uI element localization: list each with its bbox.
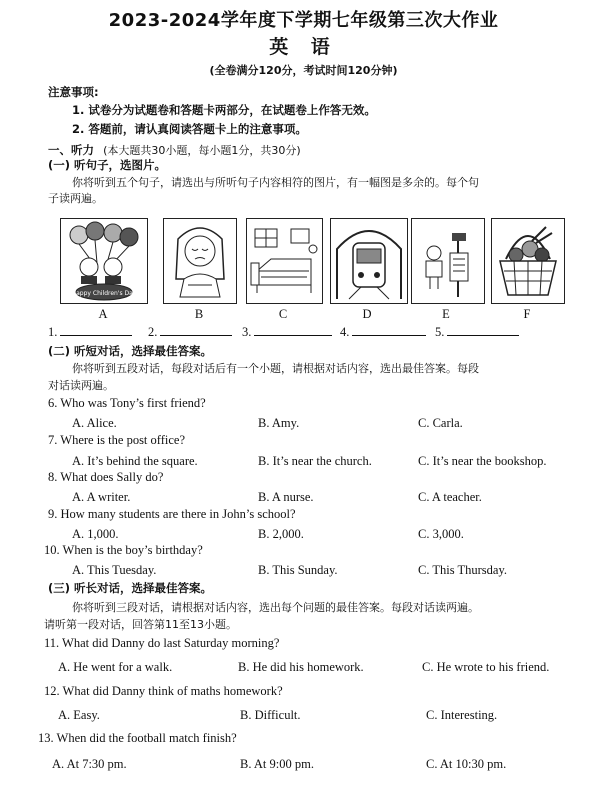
answer-blank-3[interactable]: 3. [242,325,332,340]
train-icon [331,219,407,303]
sad-girl-icon [164,219,236,303]
picture-label-e: E [442,307,450,321]
q11-option-c[interactable]: C. He wrote to his friend. [422,660,550,674]
section2-heading: (二) 听短对话，选择最佳答案。 [48,344,213,358]
q10-option-c[interactable]: C. This Thursday. [418,563,508,577]
q11-option-b[interactable]: B. He did his homework. [238,660,364,674]
picture-label-d: D [362,307,372,321]
picture-label-a: A [98,307,108,321]
q8-option-b[interactable]: B. A nurse. [258,490,314,504]
section3-instruction-2: 请听第一段对话，回答第11至13小题。 [44,618,237,631]
q13-option-a[interactable]: A. At 7:30 pm. [52,757,127,771]
question-10: 10. When is the boy’s birthday? [44,543,203,557]
exam-title: 2023-2024学年度下学期七年级第三次大作业 [108,10,499,31]
q12-option-a[interactable]: A. Easy. [58,708,100,722]
q10-option-b[interactable]: B. This Sunday. [258,563,338,577]
bedroom-icon [247,219,322,303]
section3-heading: (三) 听长对话，选择最佳答案。 [48,581,213,595]
section1-heading: (一) 听句子，选图片。 [48,158,167,172]
q7-option-b[interactable]: B. It’s near the church. [258,454,372,468]
picture-e [411,218,485,304]
section1-instruction-1: 你将听到五个句子，请选出与所听句子内容相符的图片，有一幅图是多余的。每个句 [72,176,479,189]
answer-blank-5[interactable]: 5. [435,325,519,340]
answer-blank-1[interactable]: 1. [48,325,132,340]
picture-a-text: Happy Children's Day [71,290,137,297]
notice-item-1: 1. 试卷分为试题卷和答题卡两部分，在试题卷上作答无效。 [72,103,376,117]
part1-heading-note: (本大题共30小题，每小题1分，共30分) [103,144,301,157]
family-balloons-icon [61,219,147,303]
picture-f [491,218,565,304]
q9-option-a[interactable]: A. 1,000. [72,527,119,541]
picture-a [60,218,148,304]
question-11: 11. What did Danny do last Saturday morning? [44,636,280,650]
question-7: 7. Where is the post office? [48,433,185,447]
question-6: 6. Who was Tony’s first friend? [48,396,206,410]
subject-title: 英 语 [269,36,338,58]
notice-item-2: 2. 答题前，请认真阅读答题卡上的注意事项。 [72,122,307,136]
q13-option-c[interactable]: C. At 10:30 pm. [426,757,507,771]
road-sign-boy-icon [412,219,484,303]
section2-instruction-2: 对话读两遍。 [48,379,114,392]
section1-instruction-2: 子读两遍。 [48,192,103,205]
answer-blank-4[interactable]: 4. [340,325,426,340]
section3-instruction-1: 你将听到三段对话，请根据对话内容，选出每个问题的最佳答案。每段对话读两遍。 [72,601,479,614]
q12-option-c[interactable]: C. Interesting. [426,708,498,722]
question-12: 12. What did Danny think of maths homework? [44,684,283,698]
notice-heading: 注意事项: [48,85,99,99]
q13-option-b[interactable]: B. At 9:00 pm. [240,757,314,771]
part1-heading: 一、听力 [48,143,94,157]
q12-option-b[interactable]: B. Difficult. [240,708,301,722]
q11-option-a[interactable]: A. He went for a walk. [58,660,173,674]
section2-instruction-1: 你将听到五段对话，每段对话后有一个小题，请根据对话内容，选出最佳答案。每段 [72,362,479,375]
q7-option-c[interactable]: C. It’s near the bookshop. [418,454,547,468]
q7-option-a[interactable]: A. It’s behind the square. [72,454,198,468]
q8-option-a[interactable]: A. A writer. [72,490,131,504]
q10-option-a[interactable]: A. This Tuesday. [72,563,157,577]
answer-blank-2[interactable]: 2. [148,325,232,340]
picture-b [163,218,237,304]
part1-heading-row [48,139,301,158]
q9-option-c[interactable]: C. 3,000. [418,527,464,541]
picture-label-c: C [278,307,288,321]
picture-label-f: F [523,307,531,321]
q6-option-a[interactable]: A. Alice. [72,416,117,430]
picture-d [330,218,408,304]
fruit-basket-icon [492,219,564,303]
q8-option-c[interactable]: C. A teacher. [418,490,482,504]
picture-c [246,218,323,304]
q6-option-c[interactable]: C. Carla. [418,416,463,430]
question-9: 9. How many students are there in John’s school? [48,507,296,521]
question-8: 8. What does Sally do? [48,470,164,484]
exam-note: (全卷满分120分，考试时间120分钟) [209,64,398,77]
question-13: 13. When did the football match finish? [38,731,237,745]
picture-label-b: B [194,307,204,321]
q6-option-b[interactable]: B. Amy. [258,416,300,430]
q9-option-b[interactable]: B. 2,000. [258,527,304,541]
